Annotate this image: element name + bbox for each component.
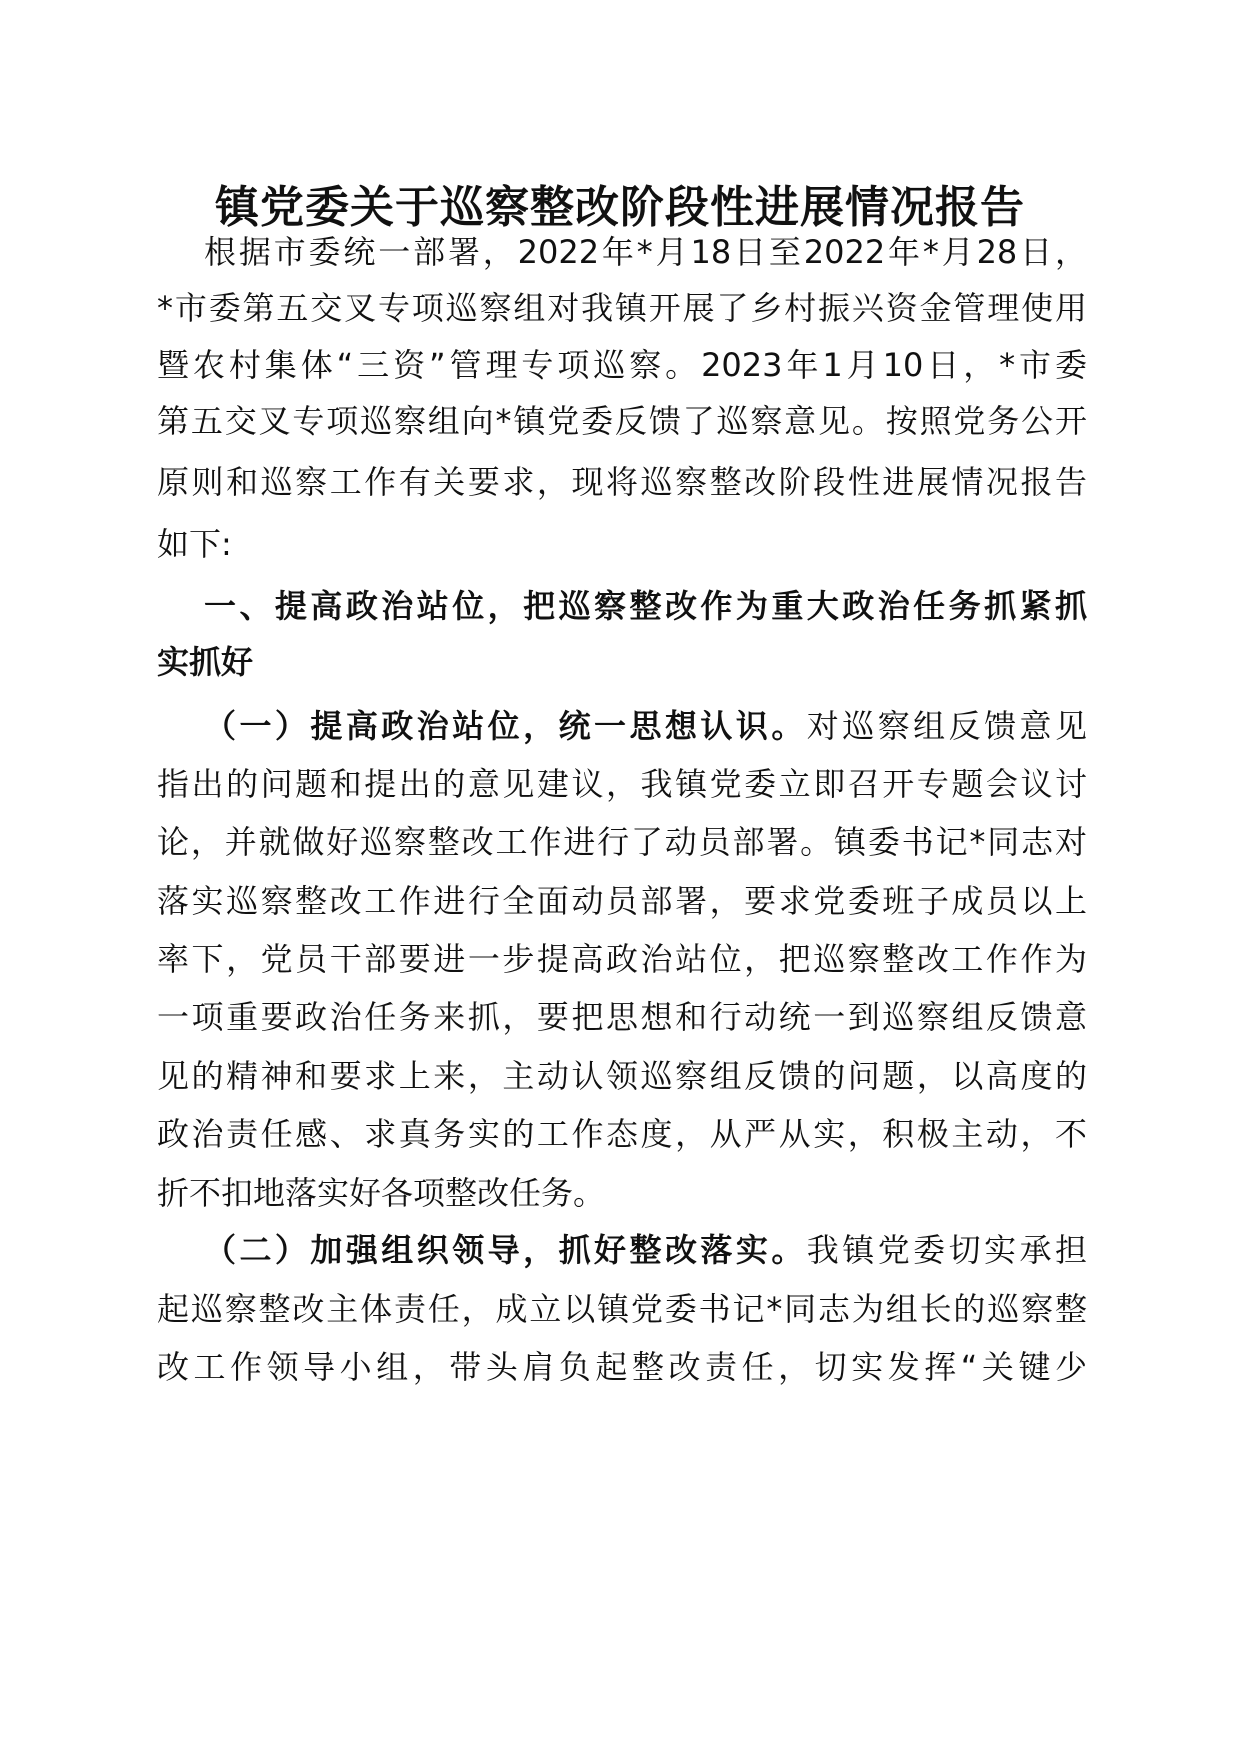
document-title: 镇党委关于巡察整改阶段性进展情况报告: [215, 182, 1025, 233]
body-line: 落实巡察整改工作进行全面动员部署，要求党委班子成员以上: [157, 882, 1087, 920]
body-line: 改工作领导小组，带头肩负起整改责任，切实发挥“关键少: [157, 1348, 1087, 1386]
subsection-first-line: [204, 693, 1087, 759]
body-line: 论，并就做好巡察整改工作进行了动员部署。镇委书记*同志对: [157, 823, 1087, 861]
body-line: 政治责任感、求真务实的工作态度，从严从实，积极主动，不: [157, 1115, 1087, 1153]
body-line: 起巡察整改主体责任，成立以镇党委书记*同志为组长的巡察整: [157, 1290, 1087, 1328]
body-line: 见的精神和要求上来，主动认领巡察组反馈的问题，以高度的: [157, 1057, 1087, 1095]
body-line: 率下，党员干部要进一步提高政治站位，把巡察整改工作作为: [157, 940, 1087, 978]
intro-line: 如下:: [157, 525, 232, 563]
intro-line: 暨农村集体“三资”管理专项巡察。2023年1月10日，*市委: [157, 346, 1087, 384]
section-heading: 实抓好: [157, 643, 254, 681]
intro-line: *市委第五交叉专项巡察组对我镇开展了乡村振兴资金管理使用: [157, 289, 1087, 327]
subsection-lead: （二）加强组织领导，抓好整改落实。: [204, 1231, 807, 1269]
intro-line: 第五交叉专项巡察组向*镇党委反馈了巡察意见。按照党务公开: [157, 402, 1087, 440]
body-line: 指出的问题和提出的意见建议，我镇党委立即召开专题会议讨: [157, 765, 1087, 803]
subsection-lead: （一）提高政治站位，统一思想认识。: [204, 707, 807, 745]
body-line: 折不扣地落实好各项整改任务。: [157, 1174, 606, 1212]
intro-line: 根据市委统一部署，2022年*月18日至2022年*月28日，: [204, 233, 1087, 271]
section-heading: 一、提高政治站位，把巡察整改作为重大政治任务抓紧抓: [204, 587, 1087, 625]
intro-line: 原则和巡察工作有关要求，现将巡察整改阶段性进展情况报告: [157, 463, 1087, 501]
body-line: 一项重要政治任务来抓，要把思想和行动统一到巡察组反馈意: [157, 998, 1087, 1036]
subsection-text: 我镇党委切实承担: [806, 1231, 1087, 1269]
subsection-first-line: [204, 1217, 1087, 1283]
subsection-text: 对巡察组反馈意见: [806, 707, 1087, 745]
